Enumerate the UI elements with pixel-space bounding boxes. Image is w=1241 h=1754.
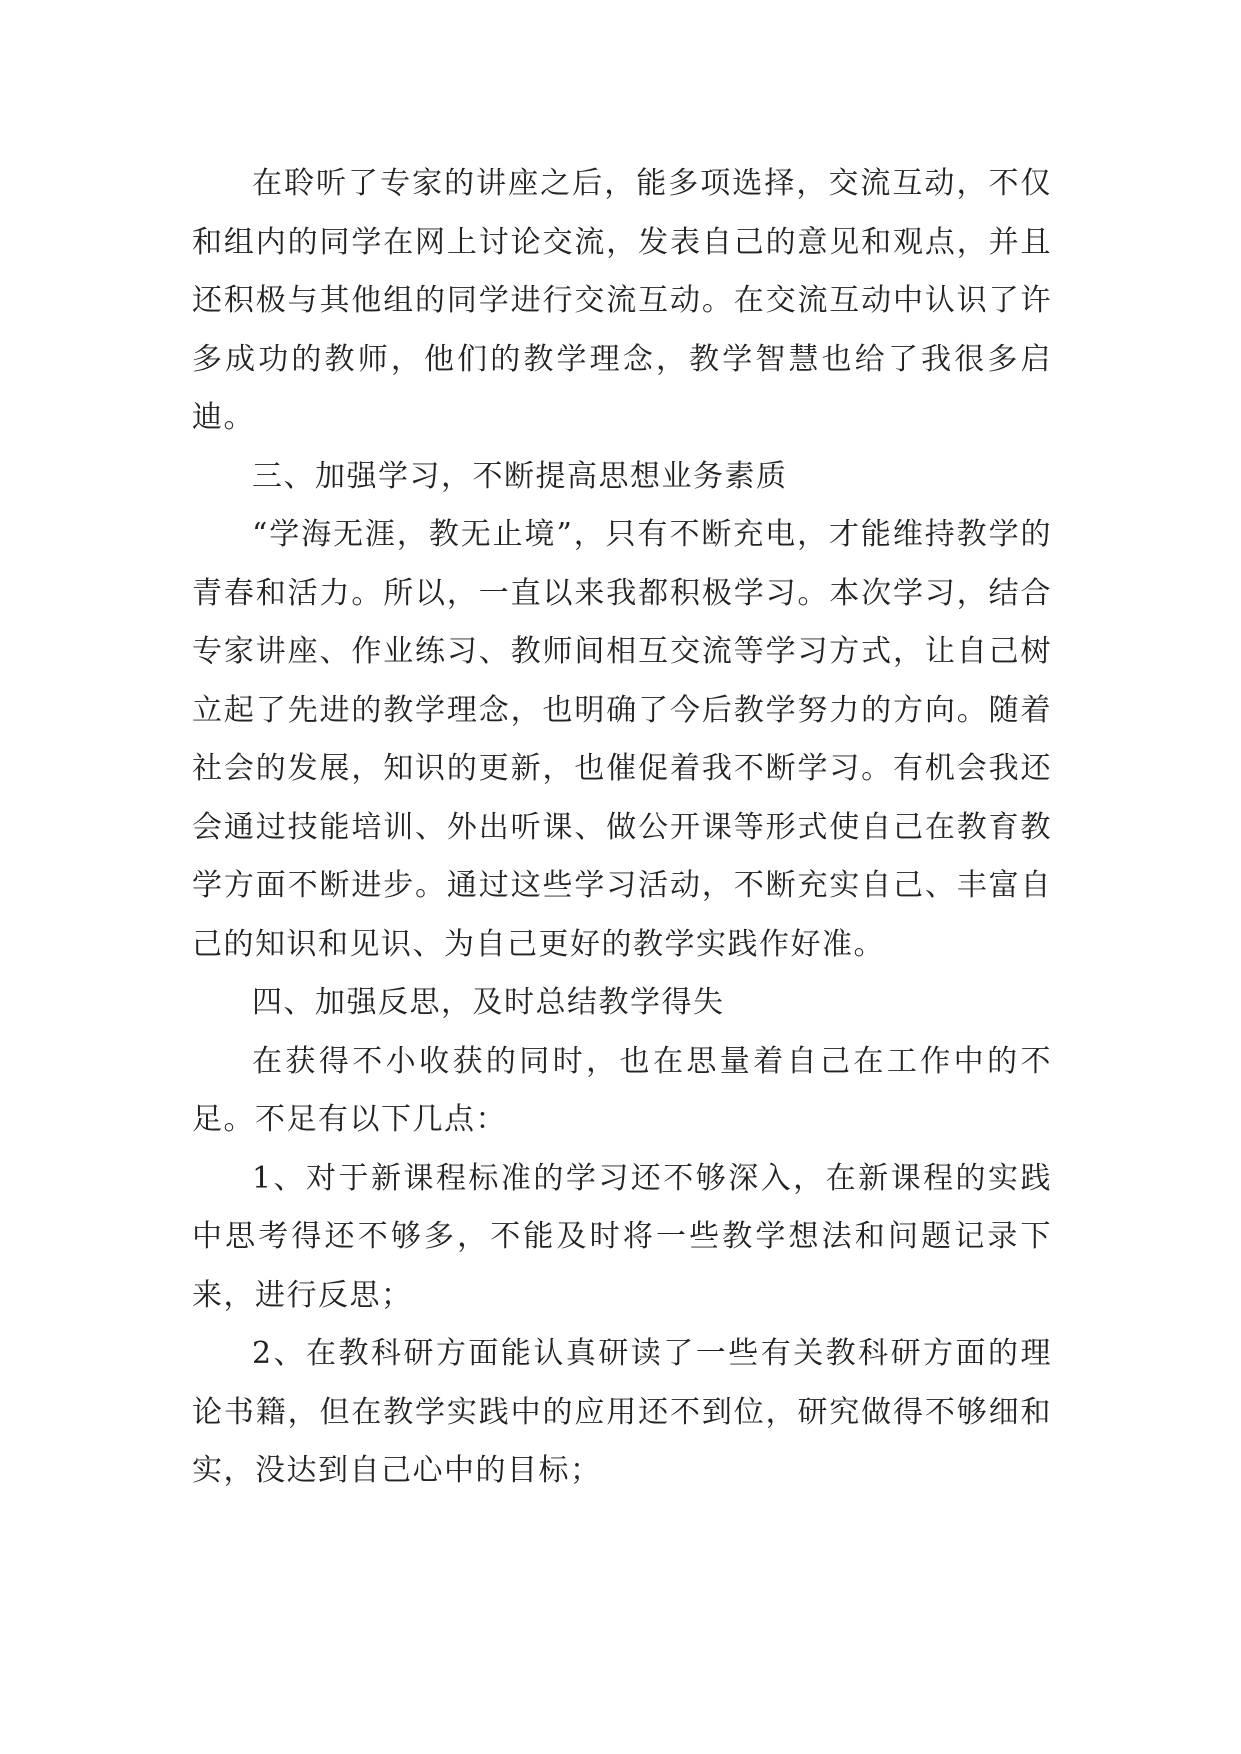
document-body (192, 155, 1052, 1501)
paragraph-expert-lecture: 在聆听了专家的讲座之后，能多项选择，交流互动，不仅和组内的同学在网上讨论交流，发表自己的意见和观点，并且还积极与其他组的同学进行交流互动。在交流互动中认识了许多成功的教师，他们的教学理念，教学智慧也给了我很多启迪。 (192, 166, 1052, 435)
paragraph-shortcomings-intro: 在获得不小收获的同时，也在思量着自己在工作中的不足。不足有以下几点： (192, 1043, 1052, 1137)
paragraph-continuous-learning: “学海无涯，教无止境”，只有不断充电，才能维持教学的青春和活力。所以，一直以来我都积极学习。本次学习，结合专家讲座、作业练习、教师间相互交流等学习方式，让自己树立起了先进的教学理念，也明确了今后教学努力的方向。随着社会的发展，知识的更新，也催促着我不断学习。有机会我还会通过技能培训、外出听课、做公开课等形式使自己在教育教学方面不断进步。通过这些学习活动，不断充实自己、丰富自己的知识和见识、为自己更好的教学实践作好准。 (192, 517, 1052, 962)
heading-section-three: 三、加强学习，不断提高思想业务素质 (252, 458, 788, 494)
heading-section-four: 四、加强反思，及时总结教学得失 (252, 985, 725, 1020)
list-item-shortcoming-2: 2、在教科研方面能认真研读了一些有关教科研方面的理论书籍，但在教学实践中的应用还不到位，研究做得不够细和实，没达到自己心中的目标； (192, 1336, 1052, 1488)
list-item-shortcoming-1: 1、对于新课程标准的学习还不够深入，在新课程的实践中思考得还不够多，不能及时将一些教学想法和问题记录下来，进行反思； (192, 1160, 1052, 1313)
